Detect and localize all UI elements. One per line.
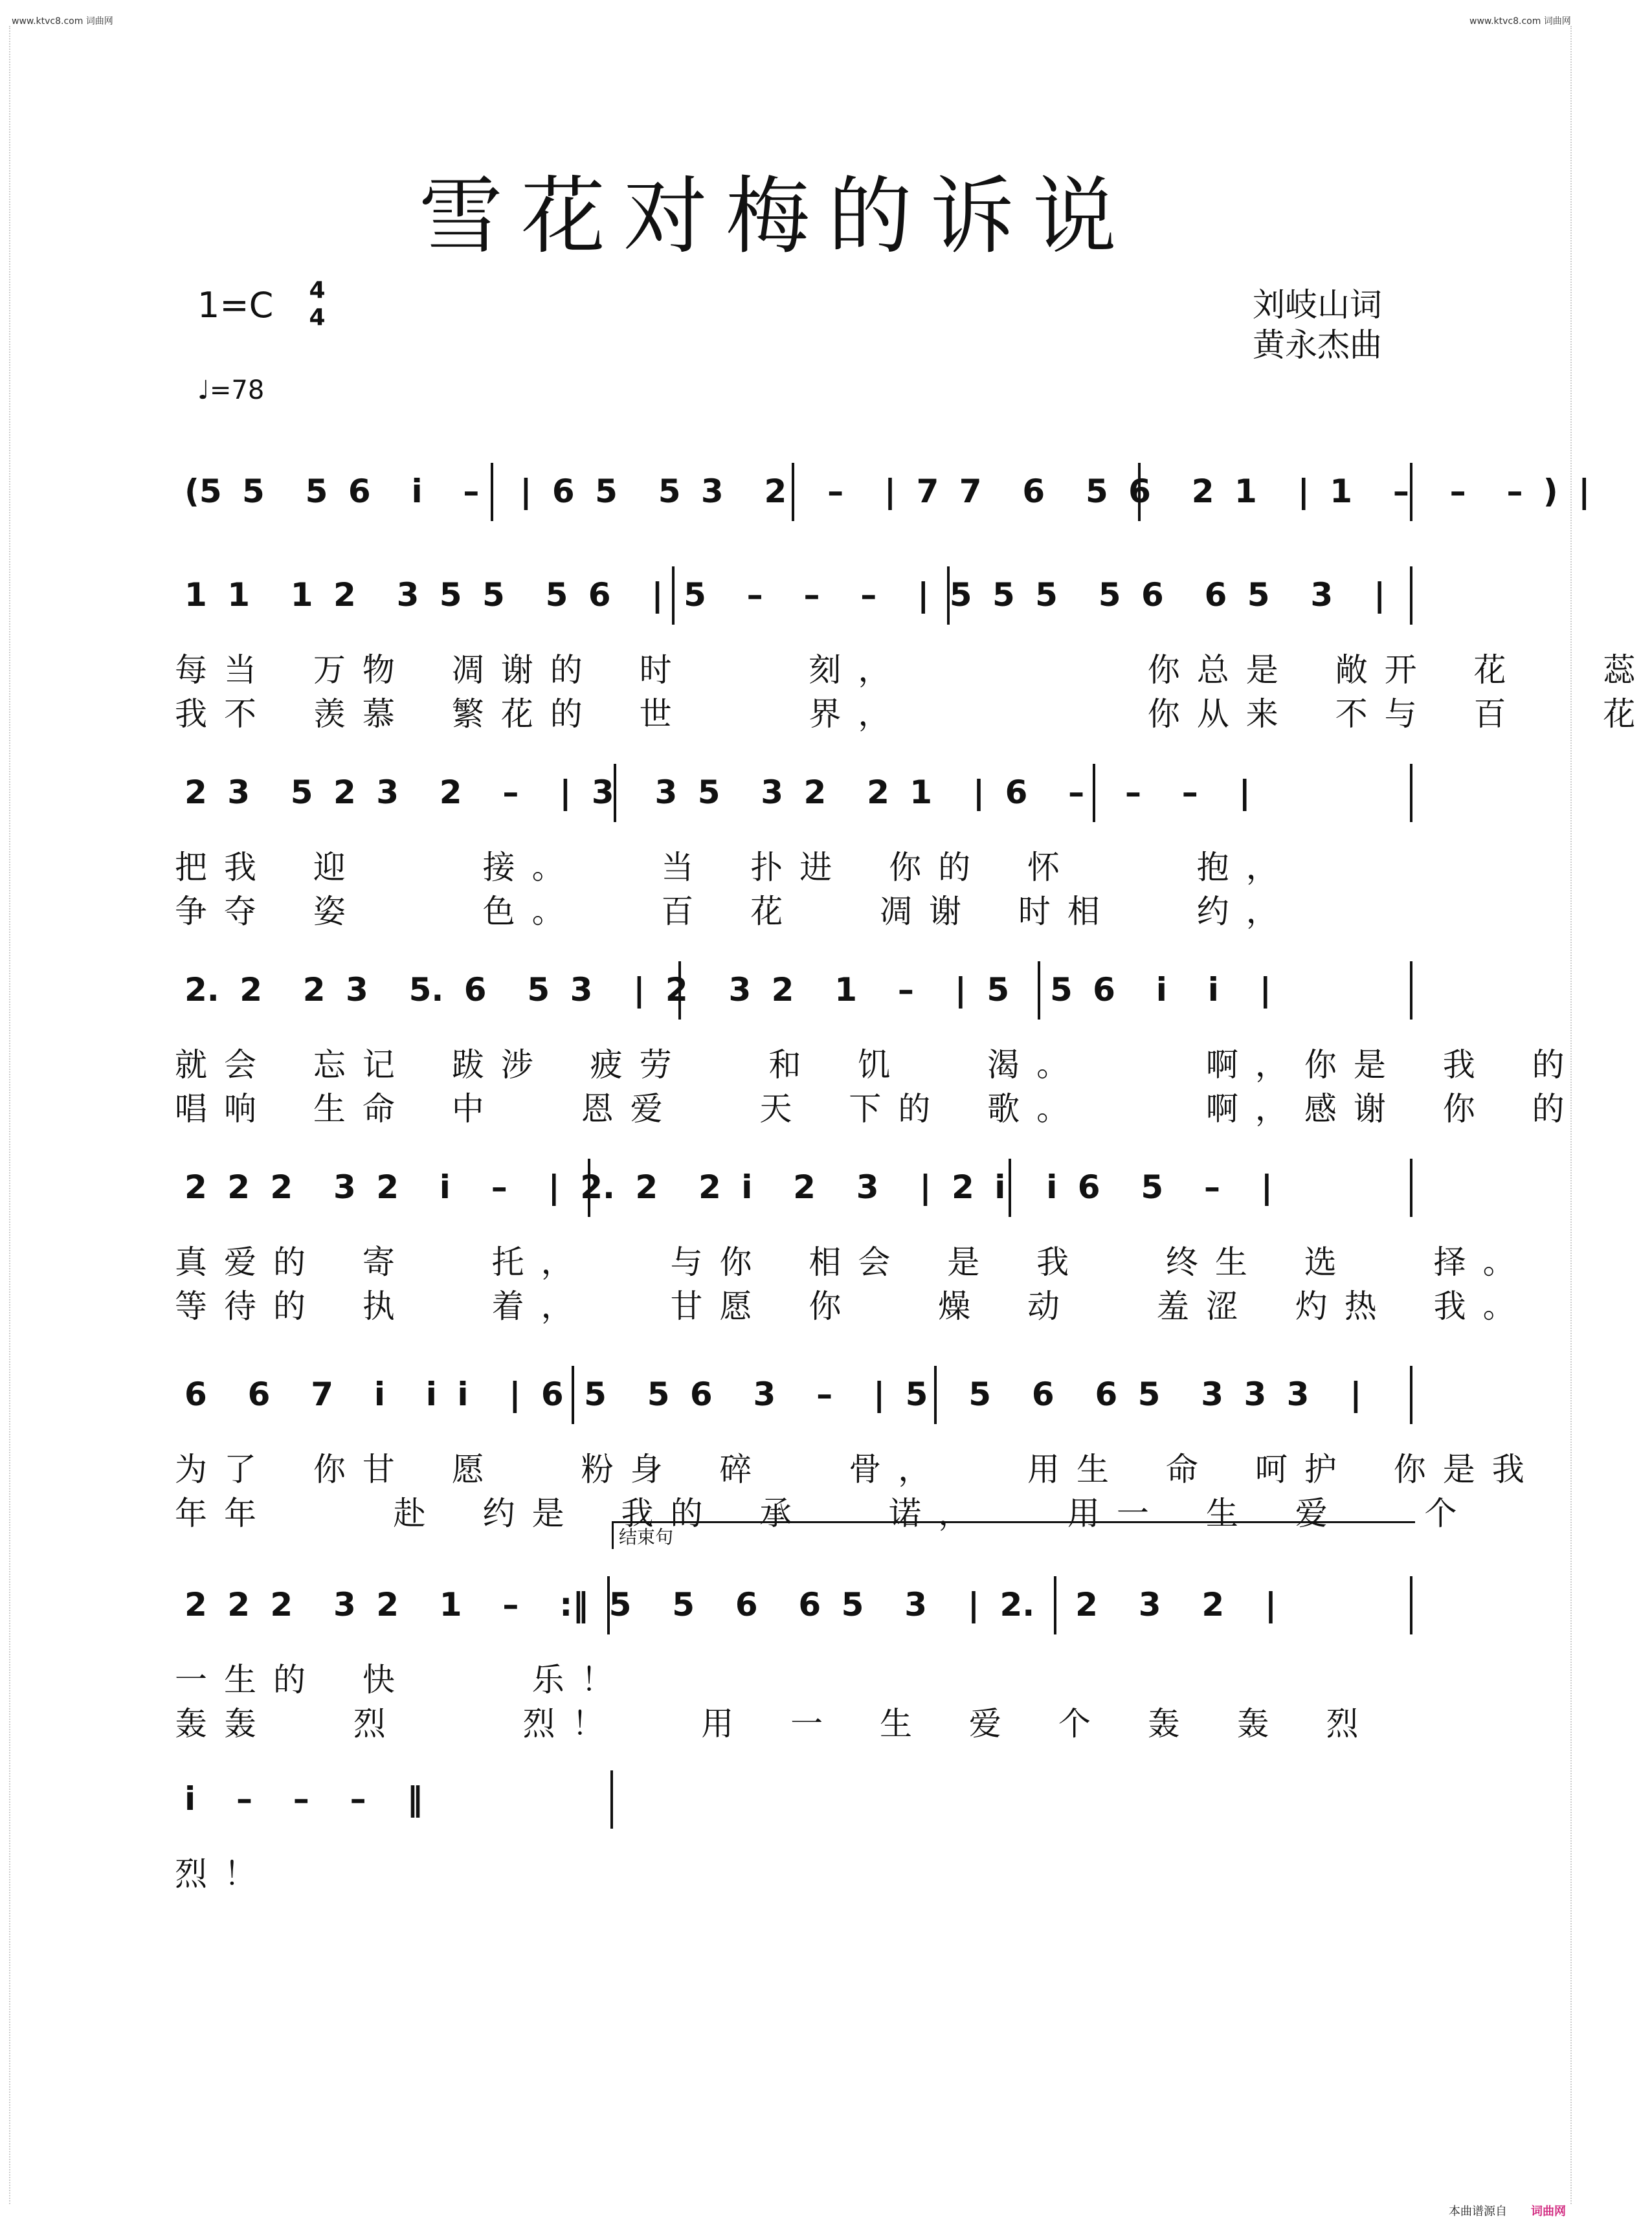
lyric-verse-1: 真爱的 寄 托， 与你 相会 是 我 终生 选 择。 <box>175 1243 1532 1281</box>
tempo-marking: ♩=78 <box>197 375 265 405</box>
score-row <box>0 952 1586 1128</box>
lyric-verse-1: 烈！ <box>175 1855 273 1893</box>
lyric-verse-2: 轰轰 烈 烈！ 用 一 生 爱 个 轰 轰 烈 <box>175 1705 1376 1743</box>
notation-line: 2 3 5 2 3 2 – | 3 3 5 3 2 2 1 | 6 – – – | <box>184 774 1251 811</box>
key-signature: 1=C <box>197 285 274 326</box>
barlines <box>0 952 1586 1029</box>
header-site-left: www.ktvc8.com 词曲网 <box>12 16 113 27</box>
notation-line: i – – – ‖ <box>184 1780 423 1818</box>
lyric-verse-2: 年年 赴 约是 我的 承 诺， 用一 生 爱 个 <box>175 1495 1474 1532</box>
notation-line: (5 5 5 6 i – | 6 5 5 3 2 – | 7 7 6 5 6 2 1 | 1 – – – ) | <box>184 473 1591 510</box>
notation-line: 1 1 1 2 3 5 5 5 6 | 5 – – – | 5 5 5 5 6 6 5 3 | <box>184 576 1386 614</box>
time-signature-top: 4 <box>309 277 326 304</box>
notation-line: 2 2 2 3 2 1 – :‖ 5 5 6 6 5 3 | 2. 2 3 2 | <box>184 1586 1277 1623</box>
composer: 黄永杰曲 <box>1253 326 1382 364</box>
score-row <box>0 1761 1586 1893</box>
lyric-verse-2: 唱响 生命 中 恩爱 天 下的 歌。 啊，感谢 你 的 <box>175 1090 1581 1128</box>
score-row <box>0 557 1652 733</box>
credits <box>1253 285 1382 365</box>
footer-source: 本曲谱源自 <box>1449 2205 1507 2218</box>
barlines <box>0 1149 1586 1227</box>
ending-bracket-label: 结束句 <box>612 1521 1415 1549</box>
barlines <box>0 557 1586 634</box>
barlines <box>0 754 1586 832</box>
barlines <box>0 1356 1586 1434</box>
notation-line: 2 2 2 3 2 i – | 2. 2 2 i 2 3 | 2 i i 6 5 – | <box>184 1168 1273 1206</box>
lyric-verse-2: 等待的 执 着， 甘愿 你 燥 动 羞涩 灼热 我。 <box>175 1288 1532 1325</box>
lyric-verse-1: 把我 迎 接。 当 扑进 你的 怀 抱， <box>175 849 1295 886</box>
lyric-verse-1: 一生的 快 乐！ <box>175 1661 631 1699</box>
footer-site: 词曲网 <box>1531 2205 1566 2218</box>
notation-line: 6 6 7 i i i | 6 5 5 6 3 – | 5 5 6 6 5 3 3 3 | <box>184 1376 1362 1413</box>
notation-line: 2. 2 2 3 5. 6 5 3 | 2 3 2 1 – | 5 5 6 i i | <box>184 971 1271 1009</box>
lyric-verse-1: 就会 忘记 跋涉 疲劳 和 饥 渴。 啊，你是 我 的 <box>175 1046 1581 1084</box>
lyricist: 刘岐山词 <box>1253 286 1382 324</box>
time-signature <box>304 277 330 331</box>
lyric-verse-2: 我不 羡慕 繁花的 世 界， 你从来 不与 百 花 <box>175 695 1652 733</box>
score-row <box>0 1356 1586 1532</box>
barlines <box>0 1567 1586 1644</box>
barlines <box>0 453 1591 531</box>
barlines <box>0 1761 1586 1838</box>
score-row <box>0 1149 1586 1325</box>
score-row <box>0 1526 1586 1743</box>
score-row <box>0 754 1586 930</box>
song-title: 雪花对梅的诉说 <box>418 167 1135 265</box>
lyric-verse-1: 为了 你甘 愿 粉身 碎 骨， 用生 命 呵护 你是我 <box>175 1451 1541 1488</box>
time-signature-bottom: 4 <box>309 304 326 331</box>
lyric-verse-1: 每当 万物 凋谢的 时 刻， 你总是 敞开 花 蕊 <box>175 651 1652 689</box>
header-site-right: www.ktvc8.com 词曲网 <box>1469 16 1571 27</box>
lyric-verse-2: 争夺 姿 色。 百 花 凋谢 时相 约， <box>175 893 1295 930</box>
